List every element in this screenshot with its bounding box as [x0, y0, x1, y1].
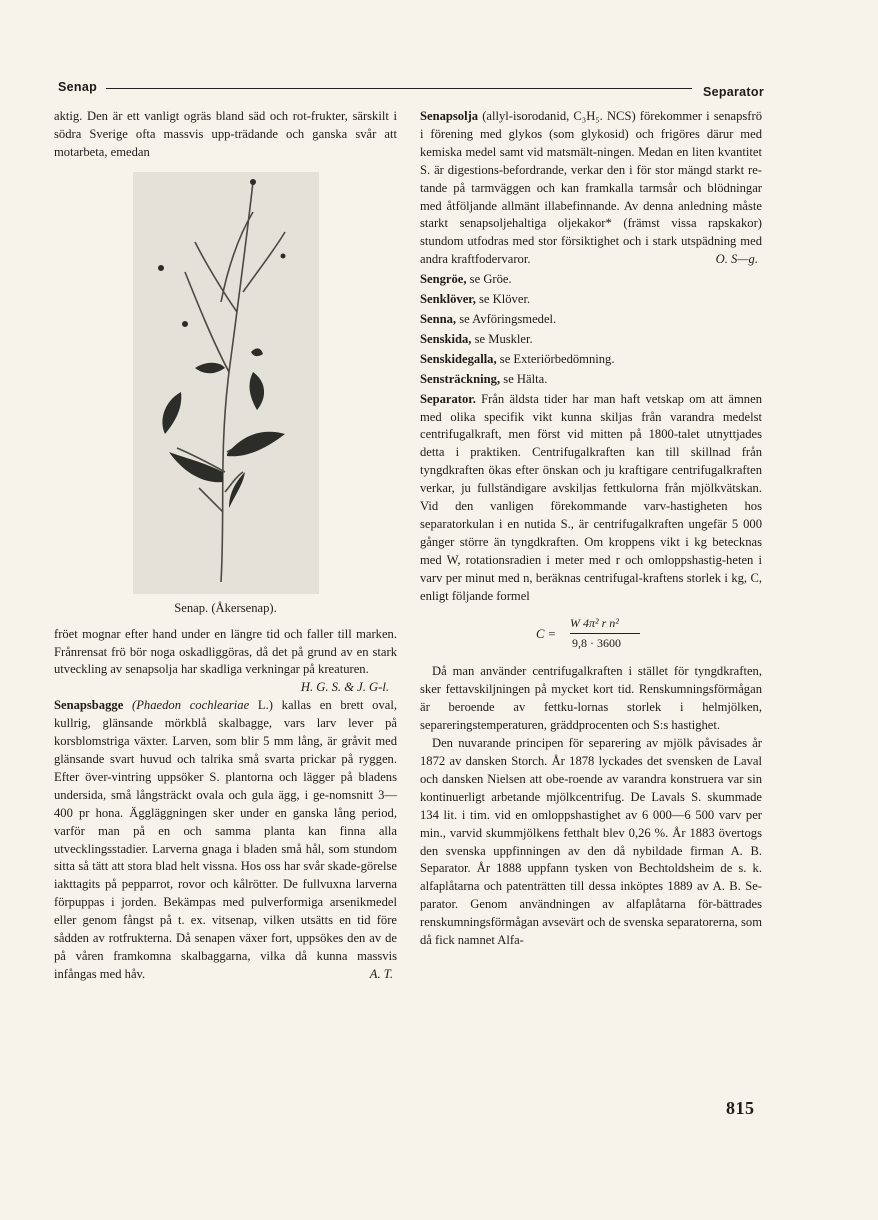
running-header	[58, 80, 764, 102]
intro-paragraph: aktig. Den är ett vanligt ogräs bland säd och rot-frukter, särskilt i södra Sverige ofta massvis upp-trädande och ganska svår att motarbeta, emedan	[54, 109, 397, 159]
formula-denominator: 9,8 · 3600	[572, 636, 621, 651]
plant-drawing	[133, 172, 319, 594]
entry-text: (allyl-isorodanid, C₃H₅. NCS) förekommer i senapsfrö i förening med glykos (som glykosid) och frigöres därur med kemiska medel samt vid matsmält-ningen. Medan en liten kvantitet S. är digestions-befordrande, verkar den i för stor mängd starkt re-tande på tarmväggen och kan framkalla tarmsår och blödningar med åtföljande allmänt illabefinnande. Av denna anledning måste starkt senapsoljehaltiga oljekakor* (främst vissa rapskakor) stundom utfodras med stor försiktighet och i stark utspädning med andra kraftfodervaror.	[420, 109, 762, 267]
ref-term: Senklöver,	[420, 292, 476, 307]
ref-text: se Exteriörbedömning.	[496, 351, 615, 366]
signature: O. S—g.	[715, 252, 758, 267]
continuation-paragraph: fröet mognar efter hand under en längre tid och faller till marken. Frånrensat frö bör noga oskadliggöras, då det på grund av en stark utveckling av senapsolja har skadliga verkningar på kreaturen.	[54, 626, 397, 677]
centrifugal-formula	[420, 609, 762, 659]
mustard-plant-illustration	[133, 172, 319, 594]
entry-term: Senapsolja	[420, 109, 479, 123]
cross-reference	[420, 331, 762, 349]
formula-lhs: C =	[536, 627, 557, 642]
left-column	[54, 108, 397, 984]
signature: A. T.	[369, 966, 393, 981]
ref-term: Sengröe,	[420, 272, 467, 287]
header-rule	[106, 88, 692, 89]
page-number: 815	[726, 1098, 755, 1118]
ref-term: Senskida,	[420, 331, 472, 346]
senapsolja-entry	[420, 108, 762, 269]
fraction-bar	[570, 633, 640, 634]
cross-reference	[420, 371, 762, 389]
latin-name: (Phaedon cochleariae	[132, 698, 250, 713]
entry-text: L.) kallas en brett oval, kullrig, glänsande mörkblå skalbagge, vars larv lever på korsblomstriga växter. Larven, som blir 5 mm lång, är gråvit med glänsande svart huvud och talrika små svarta prickar på ryggen. Efter över-vintring uppsöker S. plantorna och lägger på bladens undersida, små långsträckt ovala och gula ägg, i ge-nomsnitt 3—400 pr hona. Äggläggningen sker under en ganska lång period, varför man på en och samma planta kan finna alla utvecklingsstadier. Larverna gnaga i bladen små hål, som stundom sitta så tätt att stora blad helt vissna. Hos oss har svår skade-görelse iakttagits på pepparrot, rovor och kålrötter. De fullvuxna larverna förpuppas i jorden. Bekämpas med pulverformiga arsenikmedel eller genom fångst på t. ex. vitsenap, vilken utsätts en tid före sådden av rotfrukterna. Då senapen växer fort, uppsökes den av de på våren framkomna skalbaggarna, vilka då kunna massvis infångas med håv.	[54, 698, 397, 981]
ref-text: se Hälta.	[500, 371, 548, 386]
entry-term: Senapsbagge	[54, 698, 124, 713]
senapsbagge-entry	[54, 697, 397, 984]
ref-term: Senna,	[420, 311, 457, 326]
ref-text: se Gröe.	[466, 272, 512, 287]
cross-reference	[420, 291, 762, 309]
right-column	[420, 108, 762, 950]
signature: H. G. S. & J. G-l.	[300, 680, 389, 695]
ref-text: se Avföringsmedel.	[456, 311, 557, 326]
cross-reference	[420, 351, 762, 369]
ref-term: Sensträckning,	[420, 371, 501, 386]
separator-entry	[420, 391, 762, 606]
ref-text: se Klöver.	[475, 292, 531, 307]
header-right-word: Separator	[702, 85, 764, 99]
cross-reference	[420, 271, 762, 289]
cross-reference	[420, 311, 762, 329]
figure-caption: Senap. (Åkersenap).	[174, 600, 277, 615]
entry-text: Från äldsta tider har man haft vetskap om att ämnen med olika specifik vikt kunna skiljas från varandra medelst centrifugalkraft, men först vid mitten på 1800-talet utnyttjades detta i praktiken. Centrifugalkraften kan till skillnad från tyngdkraften ökas efter önskan och ju kraftigare centrifugalkraften verkar, ju fullständigare avskiljas fettkulorna från mjölkvätskan. Vid den vanligen förekommande varv-hastigheten hos separatorkulan i en nutida S., är centrifugalkraften ungefär 5 000 gånger större än tyngdkraften. Om kroppens vikt i kg betecknas med W, rotationsradien i meter med r och omloppshastig-heten i varv per minut med n, beräknas centrifugal-kraftens storlek i kg, C, enligt följande formel	[420, 391, 762, 603]
entry-term: Separator.	[420, 391, 476, 406]
paragraph: Då man använder centrifugalkraften i stället för tyngdkraften, sker fettavskiljningen på mycket kort tid. Renskumningsförmågan är beroende av fettku-lornas storlek i helmjölken, separeringstemperaturen, gräddprocenten och S:s hastighet.	[420, 664, 762, 733]
formula-numerator: W 4π² r n²	[570, 616, 619, 631]
paragraph: Den nuvarande principen för separering av mjölk påvisades år 1872 av dansken Storch. År 1878 lyckades det svensken de Laval och dansken Nielsen att obe-roende av varandra konstruera var sin kontinuerligt arbetande mjölkcentrifug. De Lavals S. skummade 134 lit. i tim. vid en omloppshastighet av 6 000—6 500 varv per min., varvid skummjölkens fetthalt blev 0,26 %. År 1883 övertogs den svenska uppfinningen av den då nybildade firman A. B. Separator. År 1888 uppfann tysken von Bechtoldsheim de s. k. alfaplåtarna och patenträtten till dessa inköptes 1889 av A. B. Se-parator. Genom användningen av alfaplåtarna för-bättrades renskumningsförmågan avsevärt och de svenska separatorerna, som då fick namnet Alfa-	[420, 736, 762, 948]
ref-text: se Muskler.	[471, 331, 533, 346]
header-left-word: Senap	[58, 80, 98, 94]
ref-term: Senskidegalla,	[420, 351, 497, 366]
